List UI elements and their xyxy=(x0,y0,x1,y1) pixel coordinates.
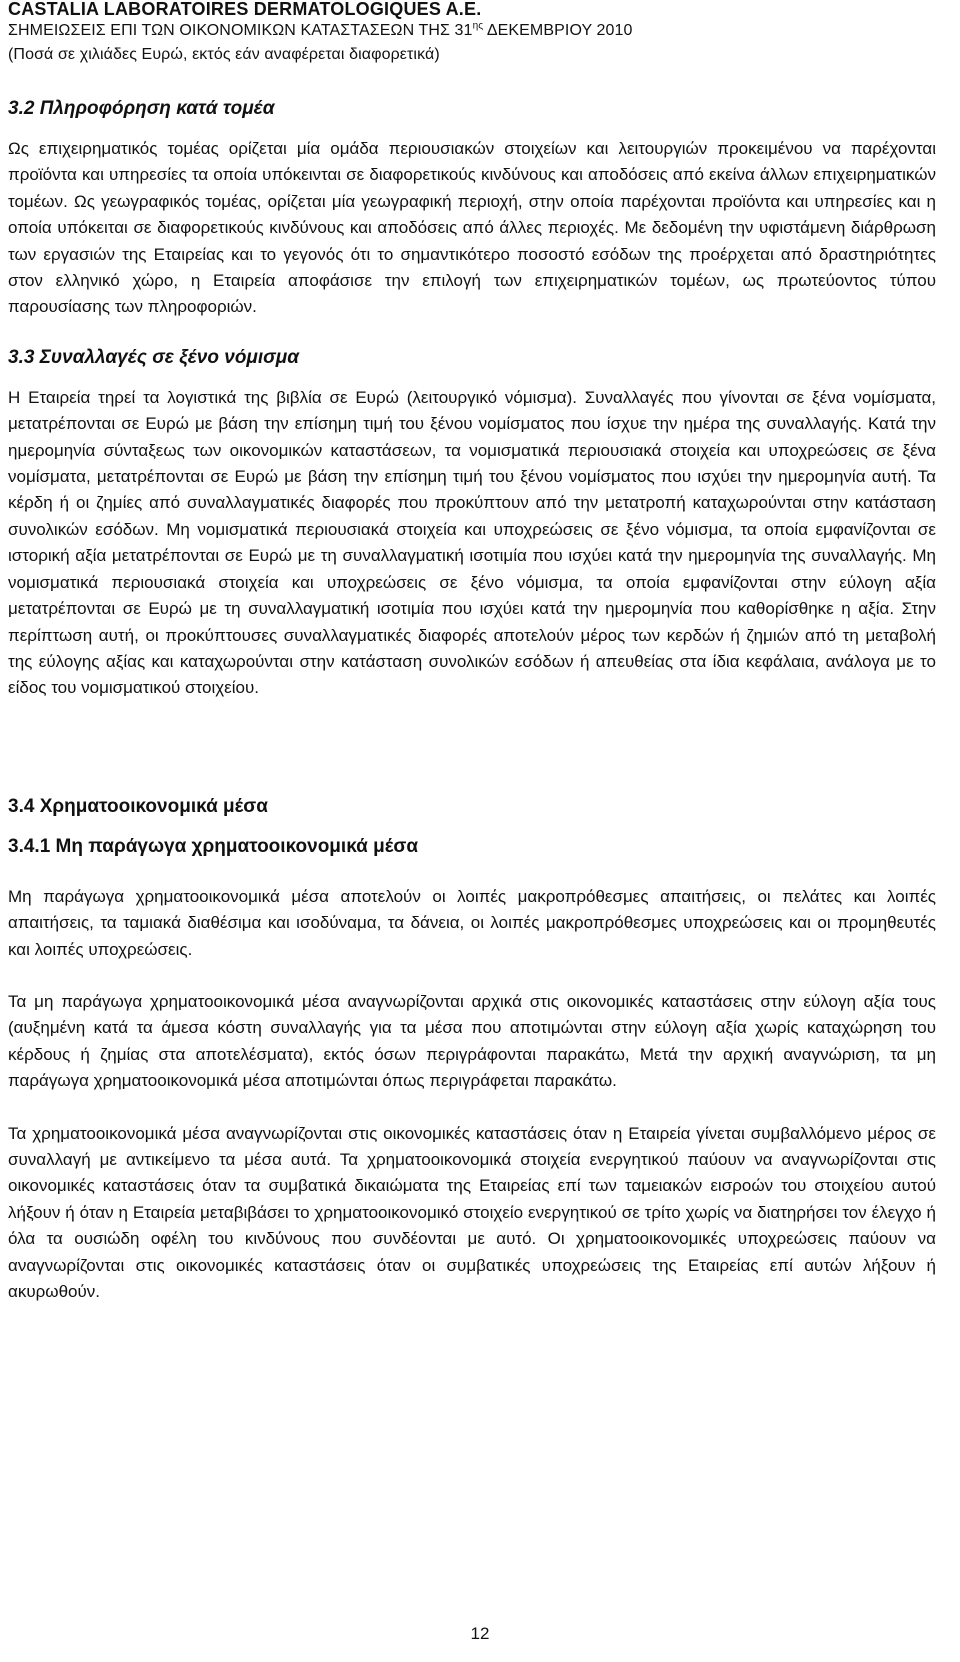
section-3-4-1-paragraph-2: Τα μη παράγωγα χρηματοοικονομικά μέσα αναγνωρίζονται αρχικά στις οικονομικές καταστάσεις στην εύλογη αξία τους (αυξημένη κατά τα άμεσα κόστη συναλλαγής για τα μέσα που αποτιμώνται στην εύλογη αξία χωρίς καταχώρηση του κέρδους ή ζημίας στα αποτελέσματα), εκτός όσων περιγράφονται παρακάτω, Μετά την αρχική αναγνώριση, τα μη παράγωγα χρηματοοικονομικά μέσα αποτιμώνται όπως περιγράφεται παρακάτω. xyxy=(8,991,936,1091)
notes-title-date: ΔΕΚΕΜΒΡΙΟΥ 2010 xyxy=(483,22,633,39)
document-body xyxy=(8,96,936,1305)
section-3-3-paragraph: Η Εταιρεία τηρεί τα λογιστικά της βιβλία σε Ευρώ (λειτουργικό νόμισμα). Συναλλαγές που γίνονται σε ξένα νομίσματα, μετατρέπονται σε Ευρώ με βάση την επίσημη τιμή του ξένου νομίσματος που ίσχυε την ημέρα της συναλλαγής. Κατά την ημερομηνία σύνταξεως των οικονομικών καταστάσεων, τα νομισματικά περιουσιακά στοιχεία και υποχρεώσεις σε ξένα νομίσματα, μετατρέπονται σε Ευρώ με βάση την επίσημη τιμή του ξένου νομίσματος που ισχύει την ημερομηνία αυτή. Τα κέρδη ή οι ζημίες από συναλλαγματικές διαφορές που προκύπτουν από την μετατροπή καταχωρούνται στην κατάσταση συνολικών εσόδων. Μη νομισματικά περιουσιακά στοιχεία και υποχρεώσεις σε ξένο νόμισμα, τα οποία εμφανίζονται σε ιστορική αξία μετατρέπονται σε Ευρώ με τη συναλλαγματική ισοτιμία που ισχύει κατά την ημερομηνία της συναλλαγής. Μη νομισματικά περιουσιακά στοιχεία και υποχρεώσεις σε ξένο νόμισμα, τα οποία εμφανίζονται στην εύλογη αξία μετατρέπονται σε Ευρώ με τη συναλλαγματική ισοτιμία που ισχύει κατά την ημερομηνία που καθορίσθηκε η αξία. Στην περίπτωση αυτή, οι προκύπτουσες συναλλαγματικές διαφορές αποτελούν μέρος των κερδών ή ζημιών από τη μεταβολή της εύλογης αξίας και καταχωρούνται στην κατάσταση συνολικών εσόδων ή απευθείας στα ίδια κεφάλαια, ανάλογα με το είδος του νομισματικού στοιχείου. xyxy=(8,387,936,698)
section-3-4-1-paragraph-3: Τα χρηματοοικονομικά μέσα αναγνωρίζονται στις οικονομικές καταστάσεις όταν η Εταιρεία γίνεται συμβαλλόμενο μέρος σε συναλλαγή με αντικείμενο τα μέσα αυτά. Τα χρηματοοικονομικά στοιχεία ενεργητικού παύουν να αναγνωρίζονται στις οικονομικές καταστάσεις όταν τα συμβατικά δικαιώματα της Εταιρείας επί των ταμειακών εισροών του στοιχείου αυτού λήξουν ή όταν η Εταιρεία μεταβιβάσει το χρηματοοικονομικό στοιχείο ενεργητικού σε τρίτο χωρίς να διατηρήσει τον έλεγχο ή όλα τα ουσιώδη οφέλη του κινδύνους που συνδέονται με αυτό. Οι χρηματοοικονομικές υποχρεώσεις παύουν να αναγνωρίζονται στις οικονομικές καταστάσεις όταν οι συμβατικές υποχρεώσεις της Εταιρείας επί αυτών λήξουν ή ακυρωθούν. xyxy=(8,1123,936,1301)
company-name: CASTALIA LABORATOIRES DERMATOLOGIQUES A.E. xyxy=(8,0,482,19)
section-3-2-title: 3.2 Πληροφόρηση κατά τομέα xyxy=(8,98,275,119)
section-3-4-1-paragraph-1: Μη παράγωγα χρηματοοικονομικά μέσα αποτελούν οι λοιπές μακροπρόθεσμες απαιτήσεις, οι πελάτες και λοιπές απαιτήσεις, τα ταμιακά διαθέσιμα και ισοδύναμα, τα δάνεια, οι λοιπές μακροπρόθεσμες υποχρεώσεις και οι προμηθευτές και λοιπές υποχρεώσεις. xyxy=(8,886,936,959)
section-3-4-1-title: 3.4.1 Μη παράγωγα χρηματοοικονομικά μέσα xyxy=(8,835,419,857)
section-3-3-title: 3.3 Συναλλαγές σε ξένο νόμισμα xyxy=(8,346,300,368)
section-3-2-paragraph: Ως επιχειρηματικός τομέας ορίζεται μία ομάδα περιουσιακών στοιχείων και λειτουργιών προκειμένου να παρέχονται προϊόντα και υπηρεσίες τα οποία υπόκεινται σε διαφορετικούς κινδύνους και αποδόσεις από εκείνα άλλων επιχειρηματικών τομέων. Ως γεωγραφικός τομέας, ορίζεται μία γεωγραφική περιοχή, στην οποία παρέχονται προϊόντα και υπηρεσίες και η οποία υπόκειται σε διαφορετικούς κινδύνους και αποδόσεις από άλλες περιοχές. Με δεδομένη την υφιστάμενη διάρθρωση των εργασιών της Εταιρείας και το γεγονός ότι το σημαντικότερο ποσοστό εσόδων της προέρχεται από δραστηριότητες στον ελληνικό χώρο, η Εταιρεία αποφάσισε την επιλογή των επιχειρηματικών τομέων, ως πρωτεύοντος τύπου παρουσίασης των πληροφοριών. xyxy=(8,139,936,317)
page-number: 12 xyxy=(470,1624,490,1643)
section-3-4-title: 3.4 Χρηματοοικονομικά μέσα xyxy=(8,795,268,817)
page-header xyxy=(8,0,938,67)
notes-title xyxy=(8,19,938,43)
notes-title-main: ΣΗΜΕΙΩΣΕΙΣ ΕΠΙ ΤΩΝ ΟΙΚΟΝΟΜΙΚΩΝ ΚΑΤΑΣΤΑΣΕΩΝ ΤΗΣ 31 xyxy=(8,22,473,39)
amounts-note: (Ποσά σε χιλιάδες Ευρώ, εκτός εάν αναφέρεται διαφορετικά) xyxy=(8,46,440,63)
notes-title-ordinal: ης xyxy=(472,20,484,32)
